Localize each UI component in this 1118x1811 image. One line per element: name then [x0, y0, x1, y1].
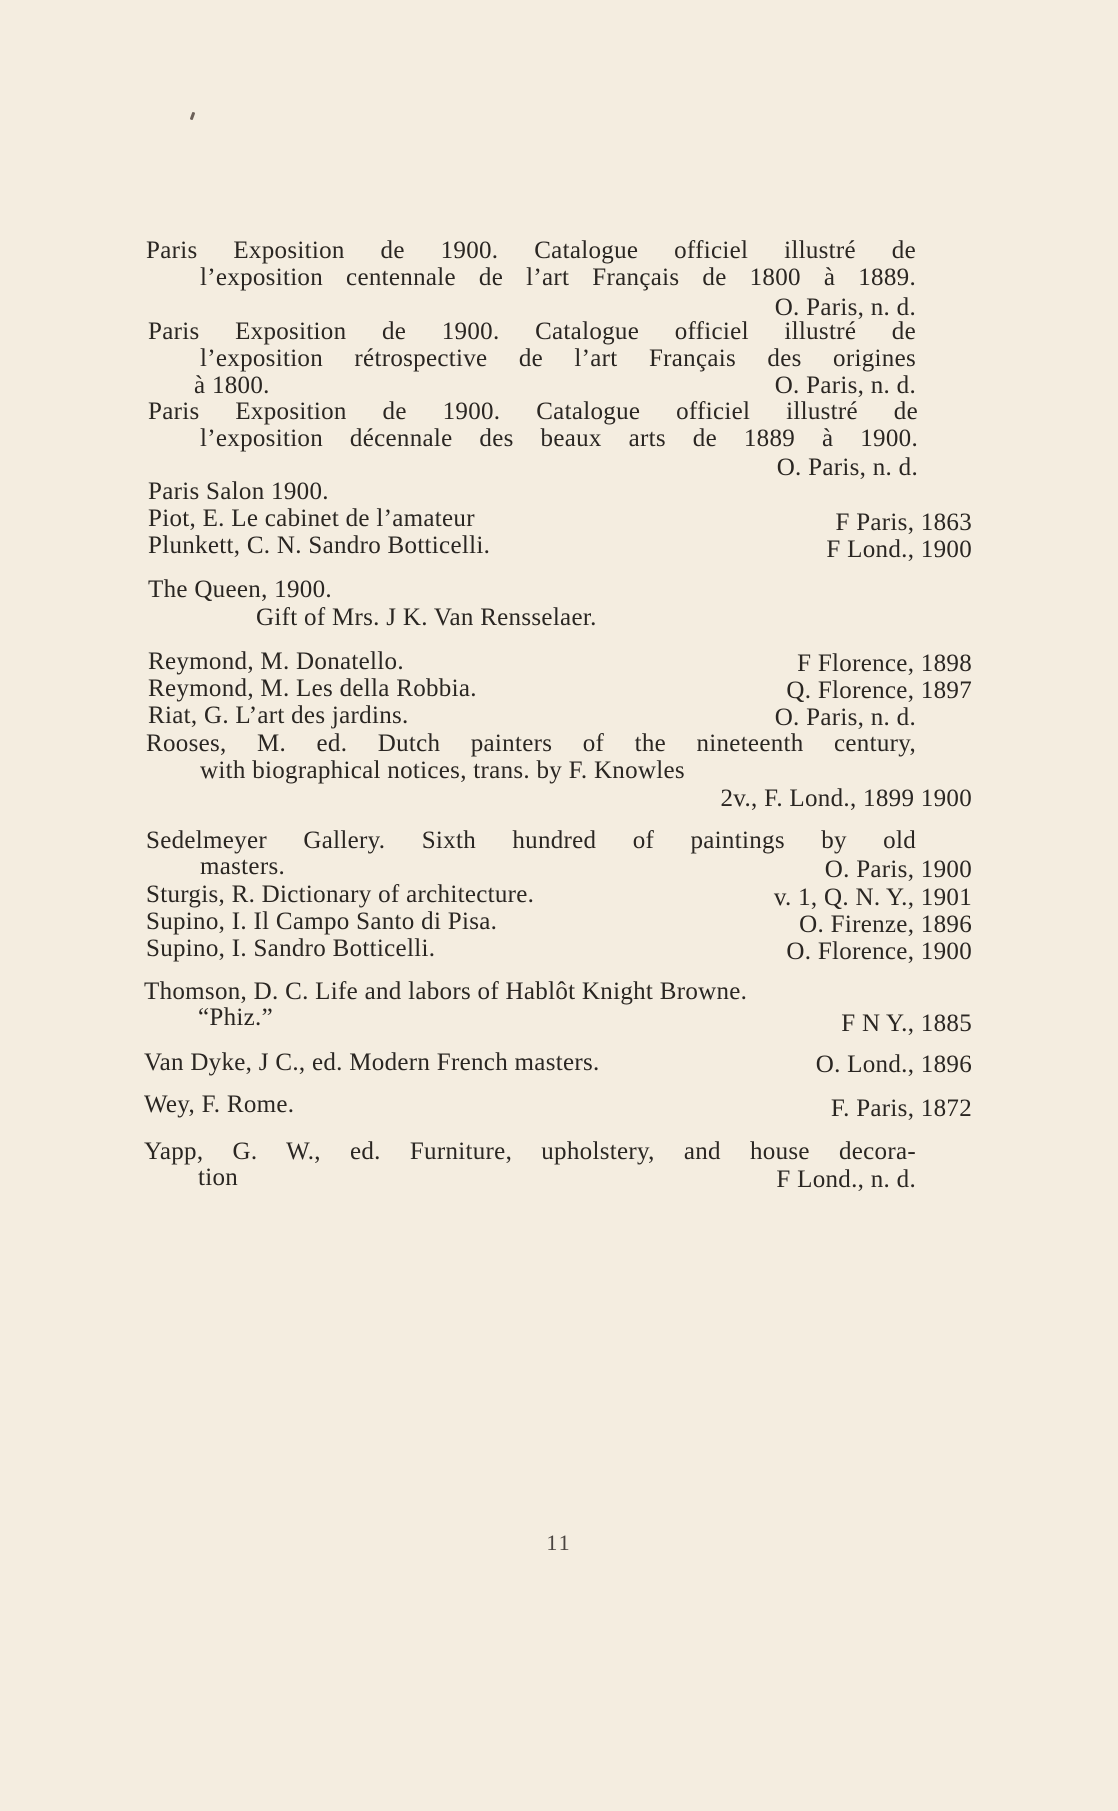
entry-line: O. Paris, 1900 — [824, 856, 972, 883]
entry-line: Sedelmeyer Gallery. Sixth hundred of paintings by old — [146, 827, 916, 854]
entry-line: Rooses, M. ed. Dutch painters of the nineteenth century, — [146, 730, 916, 757]
entry-line: with biographical notices, trans. by F. Knowles — [200, 757, 685, 784]
entry-line: F. Paris, 1872 — [830, 1095, 972, 1122]
entry-line: O. Florence, 1900 — [786, 938, 972, 965]
entry-line: Paris Exposition de 1900. Catalogue officiel illustré de — [146, 237, 916, 264]
entry-line: Yapp, G. W., ed. Furniture, upholstery, and house decora- — [144, 1138, 916, 1165]
entry-line: à 1800. — [194, 372, 270, 399]
entry-line: Paris Exposition de 1900. Catalogue officiel illustré de — [148, 398, 918, 425]
entry-line: Wey, F. Rome. — [144, 1091, 295, 1118]
entry-line: F N Y., 1885 — [841, 1010, 972, 1037]
entry-line: O. Lond., 1896 — [815, 1051, 972, 1078]
entry-line: v. 1, Q. N. Y., 1901 — [773, 884, 972, 911]
stray-ink-mark — [190, 112, 196, 121]
entry-line: Piot, E. Le cabinet de l’amateur — [148, 505, 475, 532]
entry-line: masters. — [200, 853, 286, 880]
entry-line: Riat, G. L’art des jardins. — [148, 702, 409, 729]
entry-line: Reymond, M. Donatello. — [148, 648, 404, 675]
entry-line: Reymond, M. Les della Robbia. — [148, 675, 477, 702]
entry-line: Supino, I. Sandro Botticelli. — [146, 935, 436, 962]
entry-line: F Lond., n. d. — [776, 1166, 916, 1193]
entry-line: F Florence, 1898 — [797, 650, 972, 677]
entry-line: Van Dyke, J C., ed. Modern French masters. — [144, 1049, 600, 1076]
entry-line: O. Firenze, 1896 — [799, 911, 972, 938]
page-number: 11 — [546, 1530, 572, 1555]
entry-line: “Phiz.” — [198, 1004, 273, 1031]
entry-line: The Queen, 1900. — [148, 576, 332, 603]
entry-line: l’exposition centennale de l’art Français de 1800 à 1889. — [200, 264, 916, 291]
entry-line: Paris Salon 1900. — [148, 478, 329, 505]
entry-line: O. Paris, n. d. — [776, 454, 918, 481]
entry-line: Thomson, D. C. Life and labors of Hablôt Knight Browne. — [144, 978, 748, 1005]
entry-line: tion — [198, 1164, 239, 1191]
entry-line: Supino, I. Il Campo Santo di Pisa. — [146, 908, 498, 935]
entry-line: O. Paris, n. d. — [774, 372, 916, 399]
entry-line: O. Paris, n. d. — [774, 294, 916, 321]
entry-line: l’exposition rétrospective de l’art Français des origines — [200, 345, 916, 372]
entry-line: F Lond., 1900 — [826, 536, 972, 563]
entry-line: Q. Florence, 1897 — [786, 677, 972, 704]
entry-line: F Paris, 1863 — [835, 509, 972, 536]
entry-line: O. Paris, n. d. — [774, 704, 916, 731]
entry-line: Sturgis, R. Dictionary of architecture. — [146, 881, 535, 908]
entry-line: Paris Exposition de 1900. Catalogue officiel illustré de — [148, 318, 916, 345]
entry-line: l’exposition décennale des beaux arts de 1889 à 1900. — [200, 425, 918, 452]
entry-line: Gift of Mrs. J K. Van Rensselaer. — [256, 604, 597, 631]
entry-line: Plunkett, C. N. Sandro Botticelli. — [148, 532, 491, 559]
entry-line: 2v., F. Lond., 1899 1900 — [720, 785, 972, 812]
